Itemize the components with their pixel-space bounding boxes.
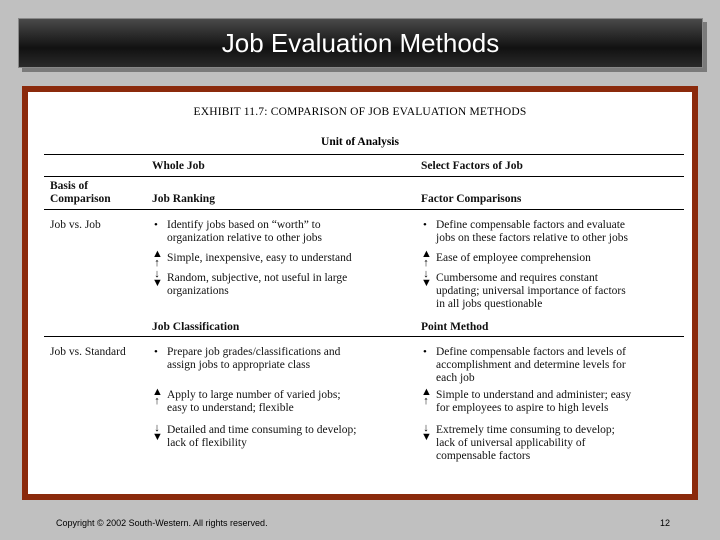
unit-of-analysis: Unit of Analysis (321, 136, 399, 148)
whole-job-header: Whole Job (152, 160, 205, 172)
point-method-con-3: compensable factors (436, 450, 531, 462)
factor-comp-desc-1: Define compensable factors and evaluate (436, 219, 626, 231)
point-method-desc-2: accomplishment and determine levels for (436, 359, 626, 371)
method-job-classification: Job Classification (152, 321, 240, 333)
basis-job-vs-job: Job vs. Job (50, 219, 101, 231)
divider (44, 209, 684, 210)
disadvantage-arrow-icon: ↓ ▼ (421, 422, 432, 443)
disadvantage-arrow-icon: ↓ ▼ (152, 422, 163, 443)
bullet-icon: • (154, 219, 158, 231)
point-method-con-1: Extremely time consuming to develop; (436, 424, 615, 436)
disadvantage-arrow-icon: ↓ ▼ (421, 268, 432, 289)
factor-comp-con-3: in all jobs questionable (436, 298, 543, 310)
job-ranking-desc-2: organization relative to other jobs (167, 232, 322, 244)
factor-comp-pro: Ease of employee comprehension (436, 252, 591, 264)
job-ranking-pro: Simple, inexpensive, easy to understand (167, 252, 352, 264)
job-class-con-2: lack of flexibility (167, 437, 247, 449)
copyright-notice: Copyright © 2002 South-Western. All rights reserved. (56, 518, 268, 528)
point-method-pro-1: Simple to understand and administer; easy (436, 389, 632, 401)
job-class-desc-1: Prepare job grades/classifications and (167, 346, 341, 358)
bullet-icon: • (423, 346, 427, 358)
job-ranking-con-1: Random, subjective, not useful in large (167, 272, 348, 284)
basis-label-line2: Comparison (50, 193, 111, 205)
job-class-pro-2: easy to understand; flexible (167, 402, 294, 414)
point-method-con-2: lack of universal applicability of (436, 437, 586, 449)
advantage-arrow-icon: ▲ ↑ (421, 386, 432, 407)
bullet-icon: • (423, 219, 427, 231)
exhibit-title: EXHIBIT 11.7: COMPARISON OF JOB EVALUATION METHODS (193, 106, 527, 118)
bullet-icon: • (154, 346, 158, 358)
divider (44, 176, 684, 177)
point-method-desc-3: each job (436, 372, 475, 384)
method-job-ranking: Job Ranking (152, 193, 215, 205)
factor-comp-desc-2: jobs on these factors relative to other jobs (436, 232, 628, 244)
disadvantage-arrow-icon: ↓ ▼ (152, 268, 163, 289)
slide-title-bar (18, 18, 703, 68)
job-class-pro-1: Apply to large number of varied jobs; (167, 389, 341, 401)
advantage-arrow-icon: ▲ ↑ (421, 248, 432, 269)
job-class-con-1: Detailed and time consuming to develop; (167, 424, 357, 436)
method-point-method: Point Method (421, 321, 489, 333)
factor-comp-con-2: updating; universal importance of factors (436, 285, 626, 297)
job-ranking-desc-1: Identify jobs based on “worth” to (167, 219, 321, 231)
advantage-arrow-icon: ▲ ↑ (152, 248, 163, 269)
divider (44, 336, 684, 337)
divider (44, 154, 684, 155)
page-number: 12 (660, 518, 671, 528)
slide-title: Job Evaluation Methods (221, 28, 500, 58)
advantage-arrow-icon: ▲ ↑ (152, 386, 163, 407)
point-method-pro-2: for employees to aspire to high levels (436, 402, 609, 414)
point-method-desc-1: Define compensable factors and levels of (436, 346, 626, 358)
select-factors-header: Select Factors of Job (421, 160, 523, 172)
method-factor-comparisons: Factor Comparisons (421, 193, 522, 205)
job-ranking-con-2: organizations (167, 285, 229, 297)
job-class-desc-2: assign jobs to appropriate class (167, 359, 311, 371)
factor-comp-con-1: Cumbersome and requires constant (436, 272, 598, 284)
basis-job-vs-standard: Job vs. Standard (50, 346, 126, 358)
exhibit-table (22, 86, 698, 500)
basis-label-line1: Basis of (50, 180, 89, 192)
